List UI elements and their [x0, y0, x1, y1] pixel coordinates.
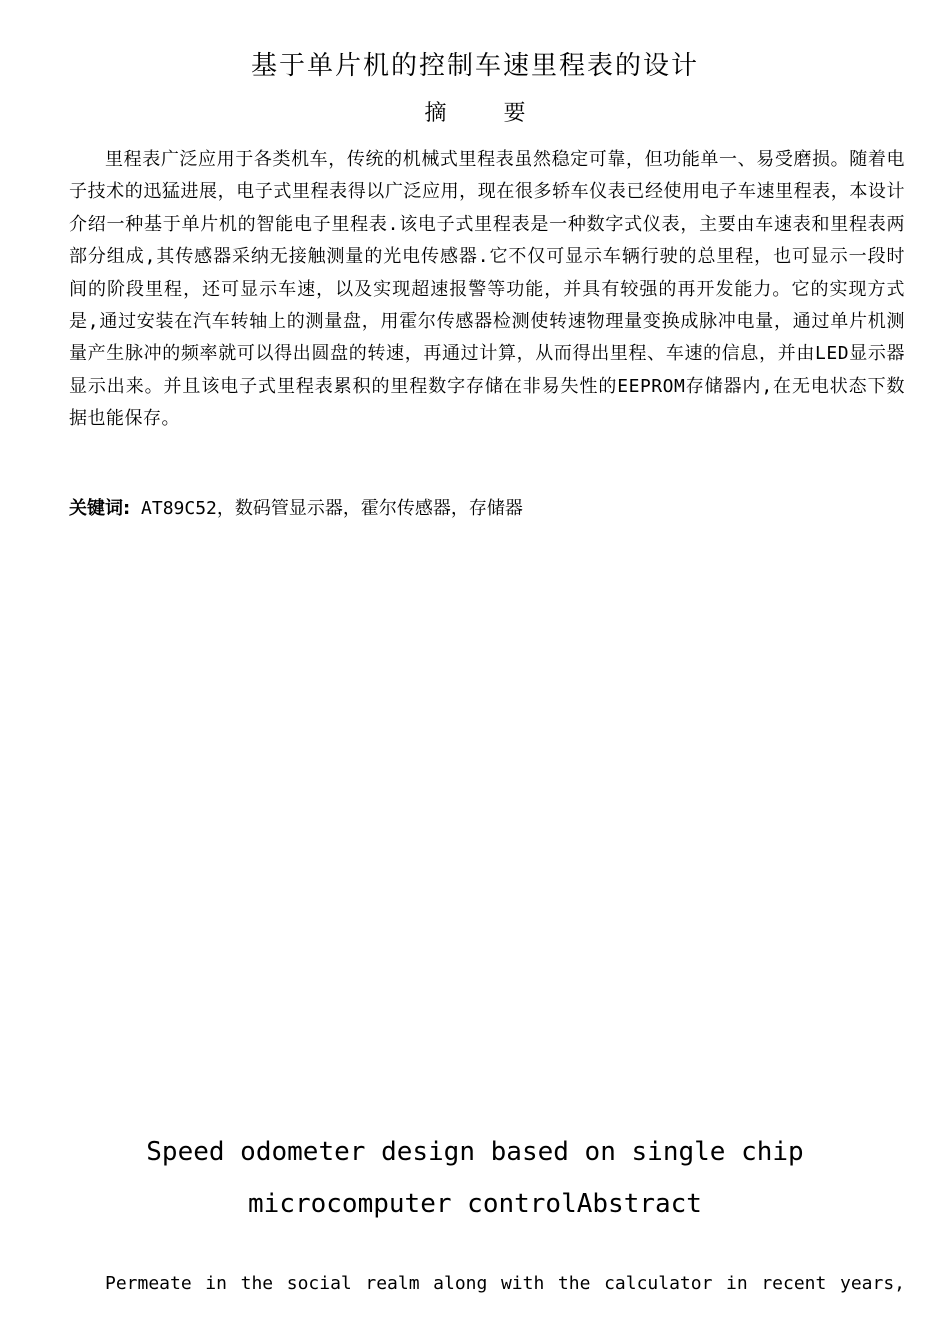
english-title-line-1: Speed odometer design based on single chip [146, 1137, 804, 1167]
chinese-title: 基于单片机的控制车速里程表的设计 [250, 51, 699, 81]
keywords-line [69, 494, 905, 524]
abstract-heading: 摘 要 [424, 101, 526, 126]
english-title [0, 1126, 950, 1230]
abstract-body: 里程表广泛应用于各类机车，传统的机械式里程表虽然稳定可靠，但功能单一、易受磨损。随着电子技术的迅猛进展，电子式里程表得以广泛应用，现在很多轿车仪表已经使用电子车速里程表，本设计介绍一种基于单片机的智能电子里程表.该电子式里程表是一种数字式仪表，主要由车速表和里程表两部分组成,其传感器采纳无接触测量的光电传感器.它不仅可显示车辆行驶的总里程，也可显示一段时间的阶段里程，还可显示车速，以及实现超速报警等功能，并具有较强的再开发能力。它的实现方式是,通过安装在汽车转轴上的测量盘，用霍尔传感器检测使转速物理量变换成脉冲电量，通过单片机测量产生脉冲的频率就可以得出圆盘的转速，再通过计算，从而得出里程、车速的信息，并由LED显示器显示出来。并且该电子式里程表累积的里程数字存储在非易失性的EEPROM存储器内,在无电状态下数据也能保存。 [69, 149, 905, 430]
english-body: Permeate in the social realm along with the calculator in recent years, [105, 1273, 905, 1294]
keywords-label: 关键词: [69, 498, 131, 519]
english-title-line-2: microcomputer controlAbstract [248, 1189, 702, 1219]
keywords-text: AT89C52，数码管显示器，霍尔传感器，存储器 [130, 498, 523, 519]
